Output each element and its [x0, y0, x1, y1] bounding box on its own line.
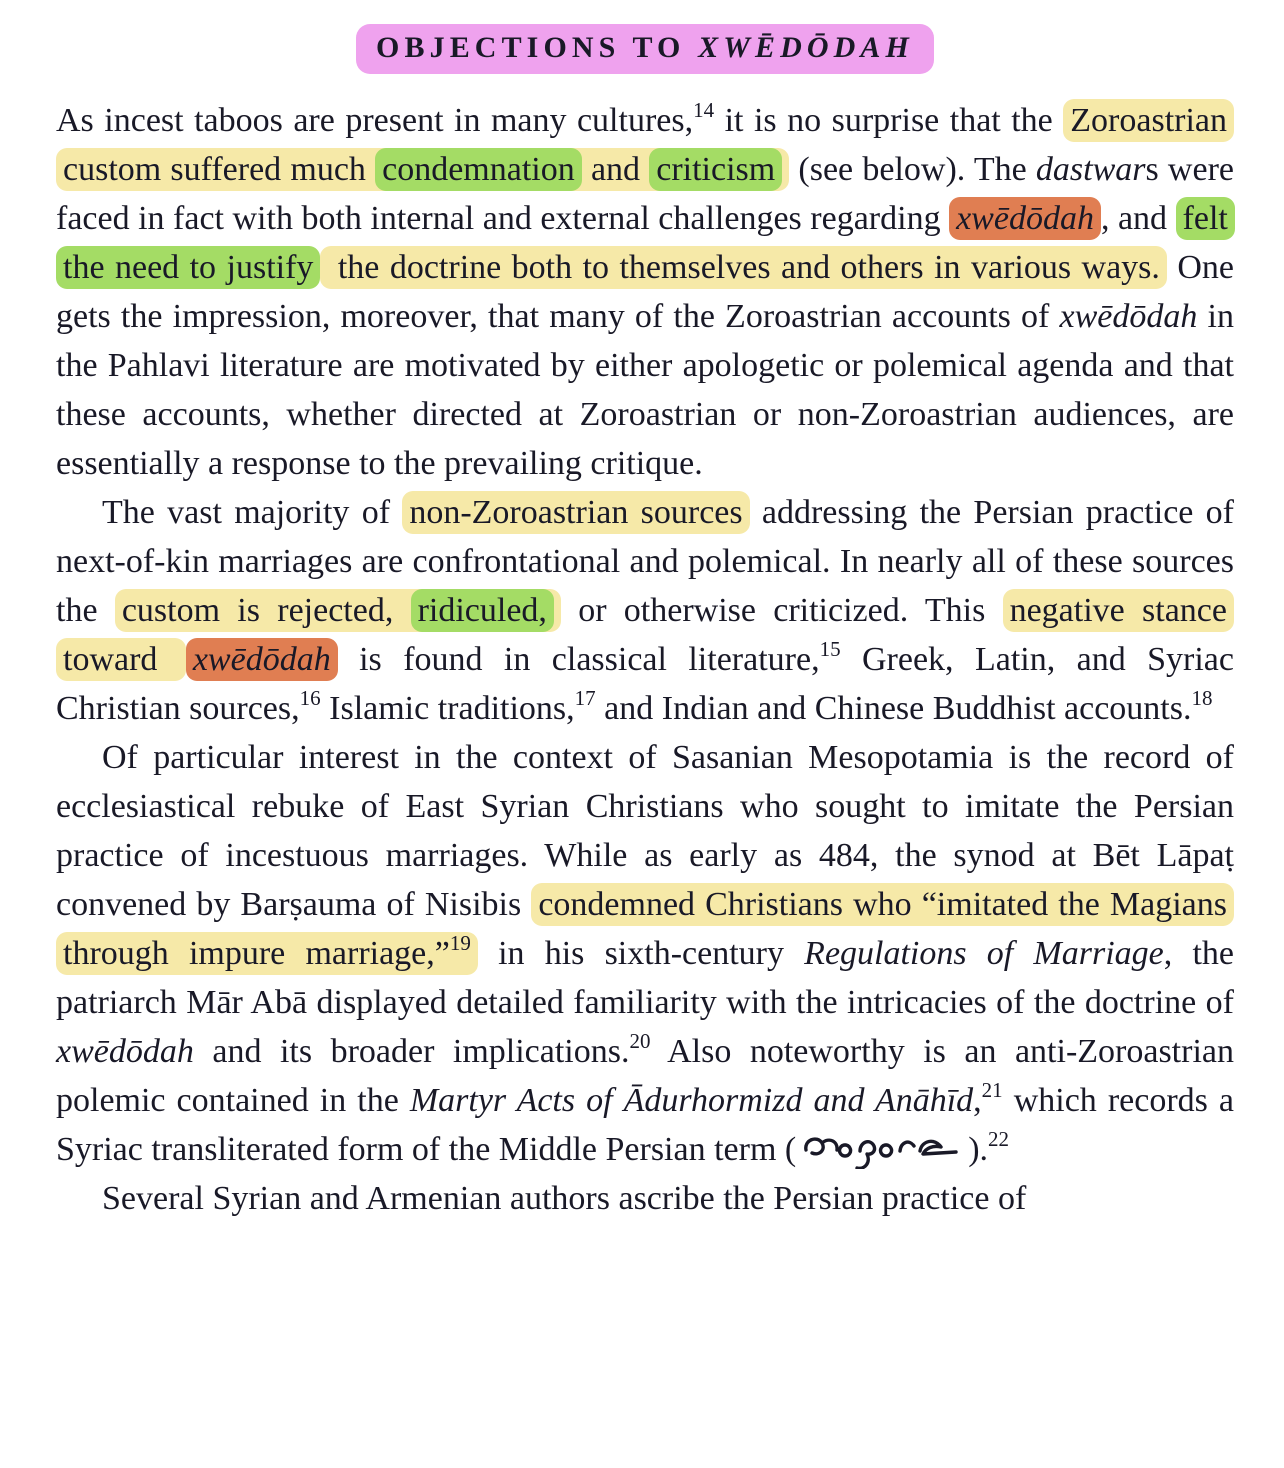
- text-segment: s were faced in fact with both internal and external challenges regarding: [56, 151, 1234, 237]
- highlight-yellow: [115, 589, 561, 632]
- footnote-ref: 22: [988, 1127, 1010, 1151]
- highlight-green: ridiculed,: [411, 589, 554, 632]
- syriac-word-glyph: [798, 1125, 966, 1169]
- section-heading: [56, 24, 1234, 74]
- text-segment: and Indian and Chinese Buddhist accounts.: [595, 690, 1192, 727]
- text-segment: The vast majority of: [102, 494, 403, 531]
- text-segment: which records a Syriac transliterated form of the Middle Persian term (: [56, 1082, 1235, 1168]
- heading-term-italic: XWĒDŌDAH: [698, 31, 914, 64]
- text-segment: Islamic traditions,: [320, 690, 575, 727]
- highlight-green: felt the need to justify: [56, 197, 1235, 289]
- text-segment: in the Pahlavi literature are motivated by either apologetic or polemical agenda and that these accounts, whether directed at Zoroastrian or non-Zoroastrian audiences, are essentially a response to the prevailing critique.: [56, 298, 1234, 482]
- text-segment: , the patriarch Mār Abā displayed detailed familiarity with the intricacies of the doctrine of: [56, 935, 1234, 1021]
- text-segment: addressing the Persian practice of next-of-kin marriages are confrontational and polemical. In nearly all of these sources the: [56, 494, 1234, 629]
- italic-term: xwēdōdah: [1059, 298, 1198, 335]
- text-segment: it is no surprise that the: [714, 102, 1064, 139]
- body-text: [56, 96, 1234, 1223]
- footnote-ref: 15: [819, 637, 841, 661]
- text-segment: ,: [973, 1082, 982, 1119]
- text-segment: (see below). The: [789, 151, 1036, 188]
- paragraph: [56, 1174, 1234, 1223]
- text-segment: Several Syrian and Armenian authors ascribe the Persian practice of: [102, 1180, 1027, 1217]
- paragraph: [56, 733, 1234, 1174]
- footnote-ref: 21: [981, 1078, 1003, 1102]
- highlight-yellow: non-Zoroastrian sources: [402, 491, 749, 534]
- text-segment: in his sixth-century: [477, 935, 805, 972]
- text-segment: and its broader implications.: [193, 1033, 630, 1070]
- heading-text: OBJECTIONS TO: [376, 31, 699, 64]
- text-segment: or otherwise criticized. This: [560, 592, 1003, 629]
- text-segment: Greek, Latin, and Syriac Christian sources,: [56, 641, 1234, 727]
- footnote-ref: 19: [449, 931, 471, 955]
- italic-term: Martyr Acts of Ādurhormizd and Anāhīd: [409, 1082, 974, 1119]
- italic-term: dastwar: [1035, 151, 1146, 188]
- text-segment: is found in classical literature,: [337, 641, 820, 678]
- highlight-green: criticism: [649, 148, 782, 191]
- heading-highlight: [356, 24, 934, 74]
- highlight-green: condemnation: [375, 148, 582, 191]
- footnote-ref: 18: [1191, 686, 1213, 710]
- text-segment: As incest taboos are present in many cultures,: [56, 102, 694, 139]
- highlight-yellow: the doctrine both to themselves and others in various ways.: [320, 246, 1166, 289]
- italic-term: xwēdōdah: [56, 1033, 194, 1070]
- text-segment: One gets the impression, moreover, that many of the Zoroastrian accounts of: [56, 249, 1234, 335]
- footnote-ref: 16: [299, 686, 321, 710]
- text-segment: Also noteworthy is an anti-Zoroastrian polemic contained in the: [56, 1033, 1234, 1119]
- text-segment: Of particular interest in the context of Sasanian Mesopotamia is the record of ecclesiastical rebuke of East Syrian Christians who sought to imitate the Persian practice of incestuous marriages. While as early as 484, the synod at Bēt Lāpaṭ convened by Barṣauma of Nisibis: [56, 739, 1234, 923]
- footnote-ref: 20: [629, 1029, 651, 1053]
- footnote-ref: 17: [574, 686, 596, 710]
- text-segment: Zoroastrian custom suffered much: [63, 102, 1227, 188]
- text-segment: ).: [968, 1131, 989, 1168]
- footnote-ref: 14: [693, 98, 715, 122]
- text-segment: custom is rejected,: [121, 592, 411, 629]
- highlight-yellow: negative stance toward: [56, 589, 1234, 681]
- paragraph: [56, 488, 1234, 733]
- highlight-orange: xwēdōdah: [186, 638, 338, 681]
- italic-term: Regulations of Marriage: [804, 935, 1164, 972]
- text-segment: condemned Christians who “imitated the Magians through impure marriage,”: [63, 886, 1228, 972]
- paragraph: [56, 96, 1234, 488]
- highlight-orange: xwēdōdah: [949, 197, 1101, 240]
- text-segment: , and: [1100, 200, 1176, 237]
- text-segment: and: [581, 151, 650, 188]
